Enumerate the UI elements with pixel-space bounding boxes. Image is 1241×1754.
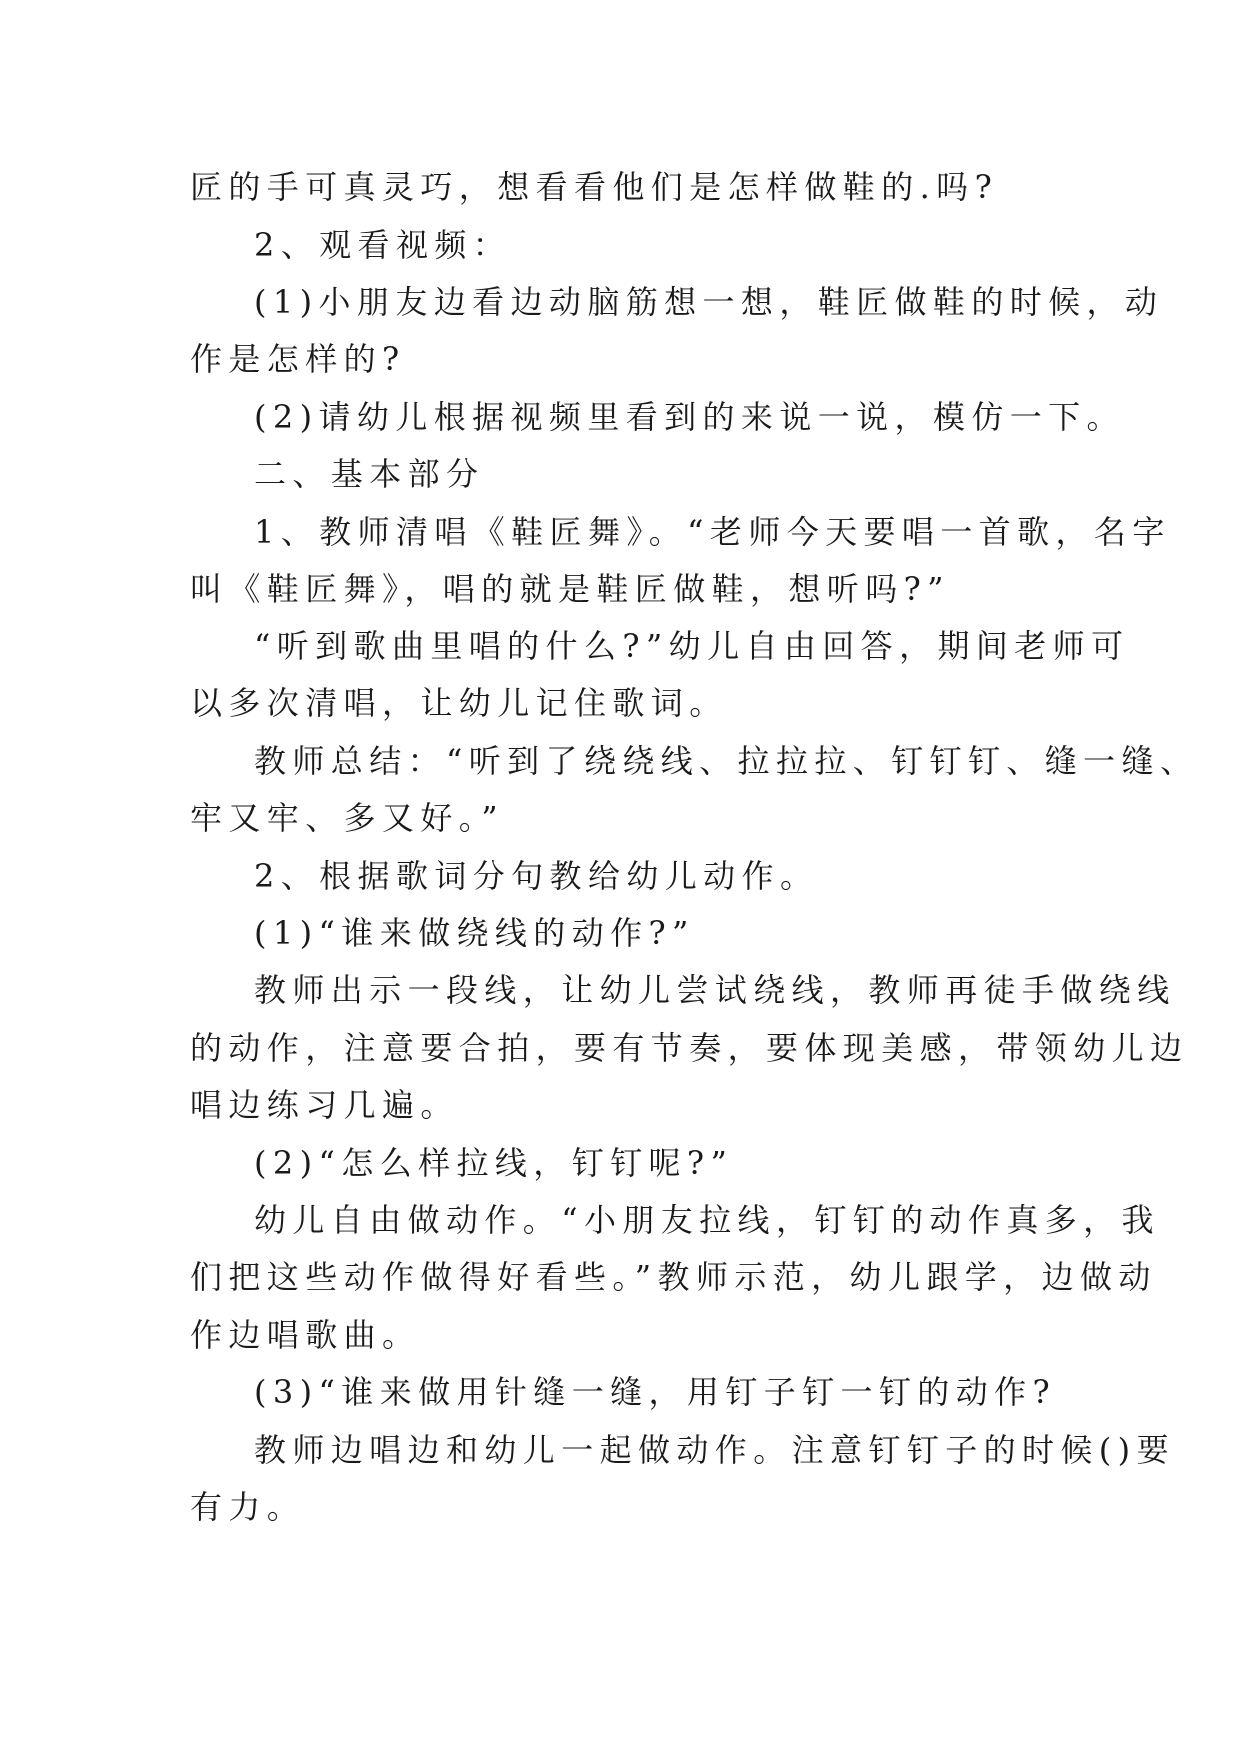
text-line: 唱边练习几遍。 xyxy=(190,1086,459,1124)
section-heading: 2、观看视频： xyxy=(254,226,512,264)
text-line: 叫《鞋匠舞》，唱的就是鞋匠做鞋，想听吗?” xyxy=(190,570,950,608)
text-line: (3)“谁来做用针缝一缝，用钉子钉一钉的动作? xyxy=(254,1373,1057,1411)
text-line: (2)请幼儿根据视频里看到的来说一说，模仿一下。 xyxy=(254,398,1125,436)
text-line: 幼儿自由做动作。“小朋友拉线，钉钉的动作真多，我 xyxy=(254,1201,1160,1239)
text-line: 牢又牢、多又好。” xyxy=(190,799,504,837)
text-line: 作边唱歌曲。 xyxy=(190,1316,421,1354)
text-line: 有力。 xyxy=(190,1488,306,1526)
text-line: 教师出示一段线，让幼儿尝试绕线，教师再徒手做绕线 xyxy=(254,971,1176,1009)
text-line: 以多次清唱，让幼儿记住歌词。 xyxy=(190,684,728,722)
text-line: 教师边唱边和幼儿一起做动作。注意钉钉子的时候()要 xyxy=(254,1431,1175,1469)
text-line: 教师总结：“听到了绕绕线、拉拉拉、钉钉钉、缝一缝、 xyxy=(254,742,1199,780)
text-line: 2、根据歌词分句教给幼儿动作。 xyxy=(254,857,819,895)
section-heading: 二、基本部分 xyxy=(254,455,485,493)
text-line: 1、教师清唱《鞋匠舞》。“老师今天要唱一首歌，名字 xyxy=(254,513,1171,551)
text-line: 作是怎样的? xyxy=(190,340,406,378)
text-line: “听到歌曲里唱的什么?”幼儿自由回答，期间老师可 xyxy=(254,627,1130,665)
text-line: 的动作，注意要合拍，要有节奏，要体现美感，带领幼儿边 xyxy=(190,1029,1189,1067)
text-line: (2)“怎么样拉线，钉钉呢?” xyxy=(254,1144,734,1182)
text-line: (1)“谁来做绕线的动作?” xyxy=(254,914,695,952)
text-line: 匠的手可真灵巧，想看看他们是怎样做鞋的.吗? xyxy=(190,168,999,206)
text-line: 们把这些动作做得好看些。”教师示范，幼儿跟学，边做动 xyxy=(190,1258,1157,1296)
text-line: (1)小朋友边看边动脑筋想一想，鞋匠做鞋的时候，动 xyxy=(254,283,1164,321)
